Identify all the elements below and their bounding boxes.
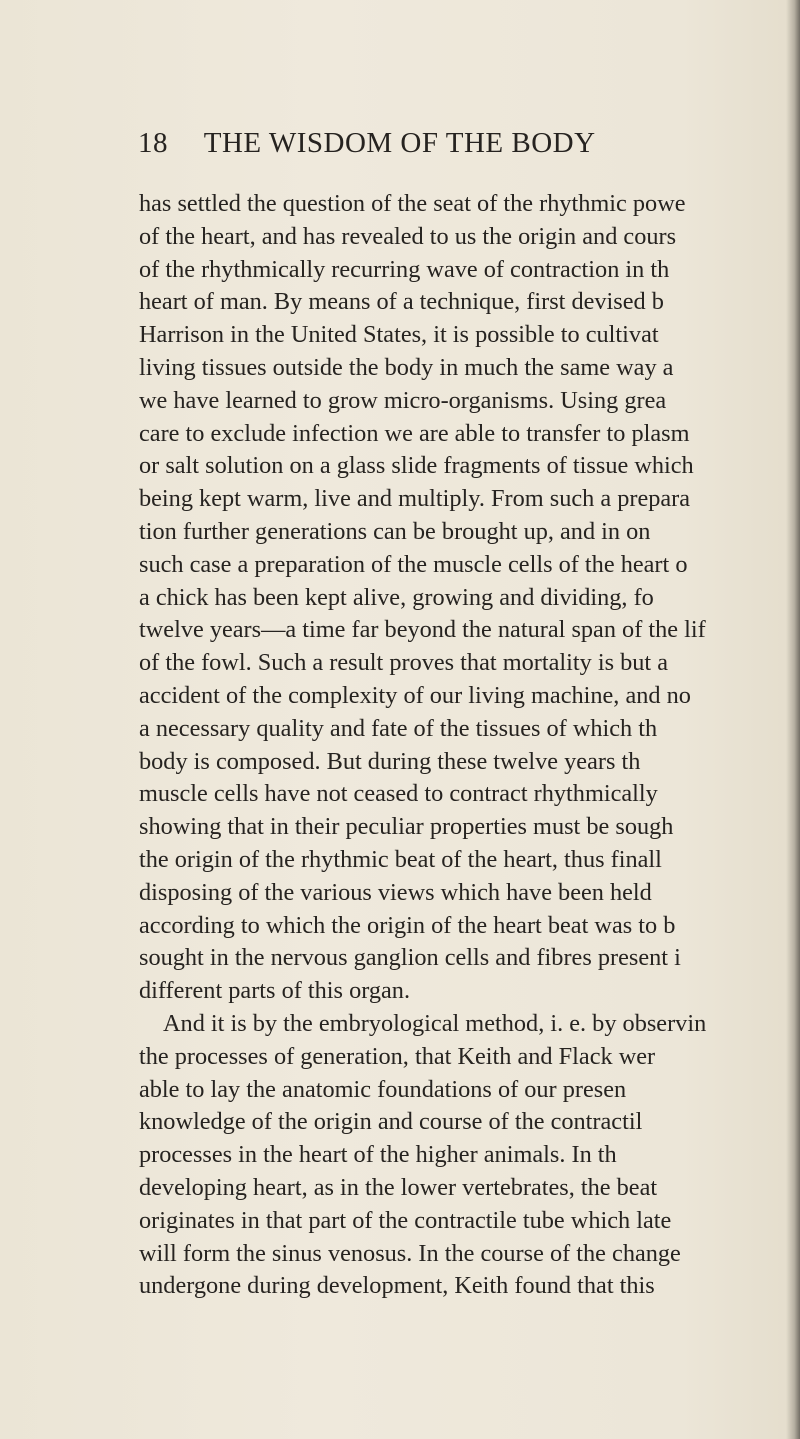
body-text	[139, 188, 794, 1308]
text-line: or salt solution on a glass slide fragments of tissue which	[139, 452, 694, 480]
running-head	[138, 127, 658, 167]
text-line: sought in the nervous ganglion cells and fibres present i	[139, 944, 681, 972]
text-line: originates in that part of the contractile tube which late	[139, 1206, 672, 1234]
text-line: different parts of this organ.	[139, 977, 411, 1005]
text-line: of the rhythmically recurring wave of contraction in th	[139, 255, 670, 283]
text-line: developing heart, as in the lower vertebrates, the beat	[139, 1173, 658, 1201]
text-line: according to which the origin of the heart beat was to b	[139, 911, 676, 939]
text-line: undergone during development, Keith found that this	[139, 1272, 655, 1300]
text-line: tion further generations can be brought up, and in on	[139, 517, 651, 545]
text-line: showing that in their peculiar properties must be sough	[139, 813, 674, 841]
page-number: 18	[138, 127, 168, 159]
text-line: heart of man. By means of a technique, first devised b	[139, 288, 664, 316]
paragraph-start-line: And it is by the embryological method, i. e. by observin	[163, 1009, 707, 1037]
text-line: muscle cells have not ceased to contract rhythmically	[139, 780, 658, 808]
text-line: able to lay the anatomic foundations of our presen	[139, 1075, 627, 1103]
text-line: the processes of generation, that Keith and Flack wer	[139, 1042, 656, 1070]
text-line: such case a preparation of the muscle cells of the heart o	[139, 550, 688, 578]
text-line: the origin of the rhythmic beat of the heart, thus finall	[139, 845, 662, 873]
text-line: we have learned to grow micro-organisms. Using grea	[139, 386, 667, 414]
text-line: knowledge of the origin and course of the contractil	[139, 1108, 643, 1136]
text-line: of the fowl. Such a result proves that mortality is but a	[139, 649, 669, 677]
text-line: care to exclude infection we are able to transfer to plasm	[139, 419, 690, 447]
text-line: body is composed. But during these twelve years th	[139, 747, 641, 775]
text-line: accident of the complexity of our living machine, and no	[139, 681, 691, 709]
text-line: disposing of the various views which have been held	[139, 878, 652, 906]
text-line: a necessary quality and fate of the tissues of which th	[139, 714, 658, 742]
text-line: twelve years—a time far beyond the natural span of the lif	[139, 616, 706, 644]
text-line: Harrison in the United States, it is possible to cultivat	[139, 321, 659, 349]
running-title: THE WISDOM OF THE BODY	[203, 127, 596, 159]
text-line: living tissues outside the body in much the same way a	[139, 353, 674, 381]
text-line: being kept warm, live and multiply. From such a prepara	[139, 485, 691, 513]
text-line: will form the sinus venosus. In the course of the change	[139, 1239, 681, 1267]
text-line: processes in the heart of the higher animals. In th	[139, 1141, 617, 1169]
text-line: has settled the question of the seat of the rhythmic powe	[139, 190, 686, 217]
text-line: of the heart, and has revealed to us the origin and cours	[139, 222, 677, 250]
text-line: a chick has been kept alive, growing and dividing, fo	[139, 583, 654, 611]
